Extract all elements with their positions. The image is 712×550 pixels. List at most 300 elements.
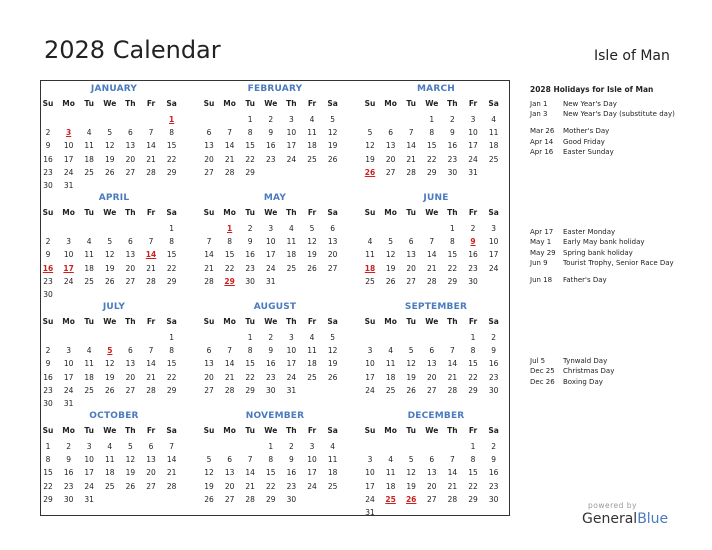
weekday-label: We xyxy=(264,208,278,217)
day-cell: 3 xyxy=(367,346,373,356)
holiday-day-cell: 18 xyxy=(364,263,376,273)
day-cell: 1 xyxy=(429,115,435,124)
day-cell: 24 xyxy=(286,372,297,382)
day-cell: 22 xyxy=(166,263,177,273)
day-cell: 5 xyxy=(330,115,335,124)
day-cell: 29 xyxy=(166,276,177,286)
day-cell: 17 xyxy=(286,141,297,151)
holiday-day-cell: 3 xyxy=(65,128,72,138)
day-cell: 23 xyxy=(43,167,53,177)
day-cell: 12 xyxy=(307,237,317,247)
day-cell: 5 xyxy=(330,333,335,342)
day-cell: 19 xyxy=(327,359,338,369)
weekday-label: Tu xyxy=(84,426,94,435)
day-cell: 8 xyxy=(450,237,455,247)
day-cell: 26 xyxy=(204,494,214,504)
day-cell: 20 xyxy=(146,468,156,478)
day-cell: 30 xyxy=(488,494,499,504)
weekday-label: Fr xyxy=(468,426,478,435)
day-cell: 30 xyxy=(266,385,276,395)
day-cell: 9 xyxy=(491,455,496,465)
holiday-day-cell: 26 xyxy=(364,167,376,177)
day-cell: 10 xyxy=(63,359,74,369)
day-cell: 17 xyxy=(63,154,74,164)
weekday-label: Fr xyxy=(146,317,156,326)
day-cell: 16 xyxy=(266,359,276,369)
day-cell: 28 xyxy=(146,276,156,286)
day-cell: 25 xyxy=(488,154,499,164)
day-cell: 3 xyxy=(66,237,71,247)
day-cell: 22 xyxy=(468,372,478,382)
day-cell: 3 xyxy=(491,224,496,233)
day-cell: 10 xyxy=(286,128,297,138)
day-cell: 7 xyxy=(169,442,174,451)
day-cell: 17 xyxy=(63,372,74,382)
day-cell: 6 xyxy=(429,455,435,465)
day-cell: 24 xyxy=(365,385,375,395)
day-cell: 29 xyxy=(468,385,478,395)
weekday-label: Tu xyxy=(406,426,416,435)
weekday-label: Sa xyxy=(488,317,499,326)
day-cell: 5 xyxy=(309,224,315,233)
day-cell: 22 xyxy=(245,372,255,382)
day-cell: 2 xyxy=(66,442,71,451)
day-cell: 13 xyxy=(125,359,136,369)
day-cell: 1 xyxy=(169,333,174,342)
day-cell: 8 xyxy=(45,455,51,465)
day-cell: 28 xyxy=(406,167,416,177)
day-cell: 6 xyxy=(388,128,393,138)
day-cell: 5 xyxy=(408,346,414,356)
day-cell: 2 xyxy=(268,333,274,342)
day-cell: 31 xyxy=(266,276,276,286)
weekday-label: Fr xyxy=(468,208,478,217)
day-cell: 31 xyxy=(63,181,74,190)
day-cell: 7 xyxy=(450,346,455,356)
day-cell: 25 xyxy=(84,167,94,177)
day-cell: 22 xyxy=(245,154,255,164)
day-cell: 24 xyxy=(63,276,74,286)
day-cell: 7 xyxy=(429,237,435,247)
weekday-label: Tu xyxy=(245,426,255,435)
day-cell: 19 xyxy=(105,372,115,382)
day-cell: 29 xyxy=(427,167,437,177)
day-cell: 7 xyxy=(227,128,232,138)
day-cell: 27 xyxy=(125,167,136,177)
day-cell: 10 xyxy=(307,455,317,465)
day-cell: 21 xyxy=(447,481,458,491)
day-cell: 15 xyxy=(245,141,255,151)
day-cell: 4 xyxy=(309,115,315,124)
day-cell: 16 xyxy=(488,359,499,369)
weekday-label: Th xyxy=(447,317,458,326)
day-cell: 13 xyxy=(146,455,156,465)
day-cell: 30 xyxy=(468,276,478,286)
weekday-label: Sa xyxy=(327,317,338,326)
day-cell: 31 xyxy=(286,385,297,395)
holiday-day-cell: 1 xyxy=(168,115,175,124)
day-cell: 11 xyxy=(286,237,297,247)
day-cell: 14 xyxy=(245,468,255,478)
weekday-label: Mo xyxy=(62,317,75,326)
day-cell: 30 xyxy=(63,494,74,504)
weekday-label: Tu xyxy=(84,99,94,108)
day-cell: 7 xyxy=(148,128,154,138)
month-name: MAY xyxy=(263,193,287,203)
weekday-label: Sa xyxy=(166,426,177,435)
weekday-label: We xyxy=(103,99,117,108)
day-cell: 20 xyxy=(427,372,437,382)
day-cell: 24 xyxy=(468,154,478,164)
day-cell: 15 xyxy=(245,359,255,369)
day-cell: 26 xyxy=(385,276,396,286)
day-cell: 25 xyxy=(84,385,94,395)
day-cell: 18 xyxy=(286,250,297,260)
day-cell: 9 xyxy=(247,237,253,247)
day-cell: 11 xyxy=(385,359,396,369)
weekday-label: Sa xyxy=(327,208,338,217)
day-cell: 23 xyxy=(63,481,74,491)
day-cell: 16 xyxy=(488,468,499,478)
powered-by-label: powered by xyxy=(588,501,637,510)
day-cell: 1 xyxy=(470,333,476,342)
weekday-label: Fr xyxy=(468,317,478,326)
day-cell: 22 xyxy=(224,263,235,273)
weekday-label: Fr xyxy=(146,426,156,435)
day-cell: 13 xyxy=(204,141,214,151)
day-cell: 26 xyxy=(327,372,338,382)
day-cell: 20 xyxy=(406,263,416,273)
day-cell: 6 xyxy=(148,442,154,451)
weekday-label: Mo xyxy=(223,317,236,326)
day-cell: 28 xyxy=(447,385,458,395)
day-cell: 12 xyxy=(105,141,115,151)
day-cell: 15 xyxy=(447,250,458,260)
day-cell: 6 xyxy=(330,224,335,233)
month-name: FEBRUARY xyxy=(247,84,303,94)
day-cell: 29 xyxy=(245,385,255,395)
day-cell: 4 xyxy=(491,115,496,124)
country-label: Isle of Man xyxy=(594,48,670,64)
weekday-label: Th xyxy=(125,426,136,435)
day-cell: 11 xyxy=(84,250,94,260)
holiday-name: Mother's Day xyxy=(563,127,610,136)
day-cell: 23 xyxy=(43,385,53,395)
holiday-day-cell: 25 xyxy=(385,494,396,504)
holiday-date: Mar 26 xyxy=(530,127,555,136)
day-cell: 29 xyxy=(266,494,276,504)
weekday-label: Mo xyxy=(384,317,397,326)
holiday-date: Jan 1 xyxy=(530,100,548,108)
day-cell: 25 xyxy=(84,276,94,286)
holiday-date: Dec 25 xyxy=(530,367,555,376)
day-cell: 18 xyxy=(327,468,338,478)
day-cell: 11 xyxy=(105,455,115,465)
weekday-label: Th xyxy=(286,99,297,108)
weekday-label: Mo xyxy=(384,208,397,217)
weekday-label: Tu xyxy=(245,317,255,326)
weekday-label: Su xyxy=(364,317,376,326)
day-cell: 8 xyxy=(470,346,476,356)
day-cell: 11 xyxy=(488,128,499,138)
day-cell: 17 xyxy=(365,372,375,382)
day-cell: 10 xyxy=(84,455,94,465)
day-cell: 23 xyxy=(266,372,276,382)
day-cell: 21 xyxy=(166,468,177,478)
weekday-label: We xyxy=(103,317,117,326)
holiday-name: Christmas Day xyxy=(563,367,615,376)
day-cell: 21 xyxy=(204,263,214,273)
holidays-heading: 2028 Holidays for Isle of Man xyxy=(530,85,654,94)
day-cell: 16 xyxy=(43,154,53,164)
holiday-day-cell: 14 xyxy=(145,250,157,260)
day-cell: 24 xyxy=(63,385,74,395)
day-cell: 8 xyxy=(470,455,476,465)
day-cell: 24 xyxy=(488,263,499,273)
day-cell: 30 xyxy=(286,494,297,504)
month-name: JANUARY xyxy=(90,84,138,94)
day-cell: 21 xyxy=(427,263,437,273)
day-cell: 23 xyxy=(447,154,458,164)
day-cell: 25 xyxy=(307,372,317,382)
day-cell: 19 xyxy=(307,250,317,260)
day-cell: 2 xyxy=(45,237,51,247)
day-cell: 4 xyxy=(388,455,393,465)
day-cell: 18 xyxy=(84,372,94,382)
day-cell: 10 xyxy=(488,237,499,247)
holiday-day-cell: 9 xyxy=(470,237,476,247)
weekday-label: Fr xyxy=(307,99,317,108)
day-cell: 18 xyxy=(84,154,94,164)
weekday-label: Th xyxy=(447,99,458,108)
day-cell: 17 xyxy=(266,250,276,260)
day-cell: 19 xyxy=(365,154,375,164)
day-cell: 24 xyxy=(84,481,94,491)
day-cell: 21 xyxy=(146,263,156,273)
day-cell: 20 xyxy=(125,372,136,382)
day-cell: 27 xyxy=(427,385,437,395)
day-cell: 9 xyxy=(268,128,274,138)
weekday-label: Su xyxy=(42,426,54,435)
day-cell: 28 xyxy=(245,494,255,504)
holiday-date: May 1 xyxy=(530,238,552,247)
holiday-name: Father's Day xyxy=(563,275,607,284)
holiday-name: Tynwald Day xyxy=(563,357,608,365)
day-cell: 19 xyxy=(385,263,396,273)
day-cell: 13 xyxy=(327,237,338,247)
day-cell: 19 xyxy=(125,468,136,478)
day-cell: 7 xyxy=(247,455,253,465)
weekday-label: Tu xyxy=(406,317,416,326)
weekday-label: Su xyxy=(203,99,215,108)
brand-logo xyxy=(582,511,668,527)
day-cell: 30 xyxy=(43,181,53,190)
holiday-date: Dec 26 xyxy=(530,377,555,386)
day-cell: 22 xyxy=(447,263,458,273)
day-cell: 29 xyxy=(43,494,53,504)
month-name: SEPTEMBER xyxy=(404,302,468,312)
day-cell: 30 xyxy=(488,385,499,395)
day-cell: 16 xyxy=(245,250,255,260)
holiday-day-cell: 1 xyxy=(226,224,233,233)
day-cell: 24 xyxy=(266,263,276,273)
day-cell: 15 xyxy=(166,250,177,260)
day-cell: 22 xyxy=(266,481,276,491)
day-cell: 20 xyxy=(204,154,214,164)
day-cell: 11 xyxy=(327,455,338,465)
day-cell: 6 xyxy=(206,128,212,138)
weekday-label: Fr xyxy=(307,208,317,217)
day-cell: 7 xyxy=(408,128,414,138)
day-cell: 7 xyxy=(206,237,212,247)
holiday-date: Jun 18 xyxy=(530,275,553,284)
weekday-label: Tu xyxy=(84,317,94,326)
day-cell: 6 xyxy=(408,237,414,247)
day-cell: 15 xyxy=(43,468,53,478)
weekday-label: We xyxy=(103,208,117,217)
holiday-name: New Year's Day (substitute day) xyxy=(563,110,675,119)
day-cell: 2 xyxy=(491,333,496,342)
weekday-label: Sa xyxy=(488,208,499,217)
day-cell: 12 xyxy=(105,250,115,260)
day-cell: 27 xyxy=(224,494,235,504)
day-cell: 20 xyxy=(125,154,136,164)
day-cell: 17 xyxy=(307,468,317,478)
day-cell: 5 xyxy=(388,237,393,247)
day-cell: 4 xyxy=(107,442,113,451)
day-cell: 29 xyxy=(468,494,478,504)
day-cell: 23 xyxy=(286,481,297,491)
day-cell: 15 xyxy=(224,250,235,260)
day-cell: 2 xyxy=(450,115,455,124)
day-cell: 6 xyxy=(128,237,133,247)
brand-blue: Blue xyxy=(637,511,669,527)
day-cell: 9 xyxy=(289,455,294,465)
day-cell: 28 xyxy=(146,385,156,395)
day-cell: 25 xyxy=(385,385,396,395)
day-cell: 18 xyxy=(307,141,317,151)
weekday-label: Su xyxy=(364,426,376,435)
month-name: DECEMBER xyxy=(407,411,465,421)
holiday-name: Easter Monday xyxy=(563,228,616,236)
weekday-label: Su xyxy=(203,426,215,435)
day-cell: 28 xyxy=(224,167,235,177)
day-cell: 14 xyxy=(427,250,437,260)
day-cell: 26 xyxy=(406,385,416,395)
day-cell: 25 xyxy=(286,263,297,273)
day-cell: 7 xyxy=(148,237,154,247)
holiday-date: Jul 5 xyxy=(530,357,546,365)
day-cell: 25 xyxy=(307,154,317,164)
day-cell: 24 xyxy=(365,494,375,504)
day-cell: 19 xyxy=(105,154,115,164)
weekday-label: Mo xyxy=(62,99,75,108)
day-cell: 14 xyxy=(224,359,235,369)
weekday-label: Su xyxy=(203,317,215,326)
weekday-label: Sa xyxy=(488,99,499,108)
day-cell: 18 xyxy=(84,263,94,273)
day-cell: 9 xyxy=(45,359,51,369)
holiday-date: Jan 3 xyxy=(530,110,548,119)
day-cell: 26 xyxy=(105,276,115,286)
day-cell: 14 xyxy=(447,359,458,369)
day-cell: 3 xyxy=(289,115,294,124)
day-cell: 19 xyxy=(406,372,416,382)
day-cell: 1 xyxy=(450,224,455,233)
day-cell: 2 xyxy=(45,346,51,356)
weekday-label: Su xyxy=(203,208,215,217)
day-cell: 21 xyxy=(224,154,235,164)
day-cell: 8 xyxy=(247,346,253,356)
day-cell: 20 xyxy=(427,481,437,491)
day-cell: 13 xyxy=(406,250,416,260)
month-name: AUGUST xyxy=(253,302,297,312)
day-cell: 27 xyxy=(204,167,214,177)
day-cell: 12 xyxy=(327,346,338,356)
day-cell: 2 xyxy=(268,115,274,124)
day-cell: 16 xyxy=(286,468,297,478)
day-cell: 31 xyxy=(84,494,94,504)
day-cell: 28 xyxy=(447,494,458,504)
day-cell: 2 xyxy=(491,442,496,451)
day-cell: 22 xyxy=(468,481,478,491)
holiday-day-cell: 17 xyxy=(63,263,74,273)
day-cell: 14 xyxy=(146,359,156,369)
day-cell: 16 xyxy=(468,250,478,260)
weekday-label: Tu xyxy=(245,208,255,217)
day-cell: 10 xyxy=(63,250,74,260)
weekday-label: Mo xyxy=(384,426,397,435)
day-cell: 8 xyxy=(169,346,174,356)
day-cell: 4 xyxy=(330,442,335,451)
holiday-day-cell: 16 xyxy=(42,263,54,273)
day-cell: 14 xyxy=(146,141,156,151)
day-cell: 23 xyxy=(488,481,499,491)
day-cell: 2 xyxy=(247,224,253,233)
holiday-name: Early May bank holiday xyxy=(563,238,645,247)
day-cell: 16 xyxy=(447,141,458,151)
day-cell: 6 xyxy=(227,455,232,465)
day-cell: 1 xyxy=(247,333,253,342)
weekday-label: We xyxy=(264,317,278,326)
month-name: JULY xyxy=(102,302,126,312)
day-cell: 3 xyxy=(268,224,274,233)
day-cell: 31 xyxy=(365,508,375,517)
day-cell: 6 xyxy=(128,128,133,138)
day-cell: 11 xyxy=(307,346,317,356)
day-cell: 20 xyxy=(385,154,396,164)
day-cell: 10 xyxy=(468,128,478,138)
weekday-label: Th xyxy=(286,426,297,435)
weekday-label: We xyxy=(103,426,117,435)
day-cell: 30 xyxy=(245,276,255,286)
day-cell: 3 xyxy=(309,442,315,451)
weekday-label: Mo xyxy=(223,426,236,435)
weekday-label: Th xyxy=(286,208,297,217)
day-cell: 4 xyxy=(289,224,294,233)
day-cell: 5 xyxy=(206,455,212,465)
day-cell: 13 xyxy=(427,468,437,478)
day-cell: 8 xyxy=(429,128,435,138)
day-cell: 28 xyxy=(204,276,214,286)
day-cell: 27 xyxy=(406,276,416,286)
weekday-label: Su xyxy=(364,208,376,217)
day-cell: 2 xyxy=(45,128,51,138)
day-cell: 3 xyxy=(470,115,476,124)
day-cell: 7 xyxy=(227,346,232,356)
day-cell: 3 xyxy=(289,333,294,342)
day-cell: 10 xyxy=(286,346,297,356)
